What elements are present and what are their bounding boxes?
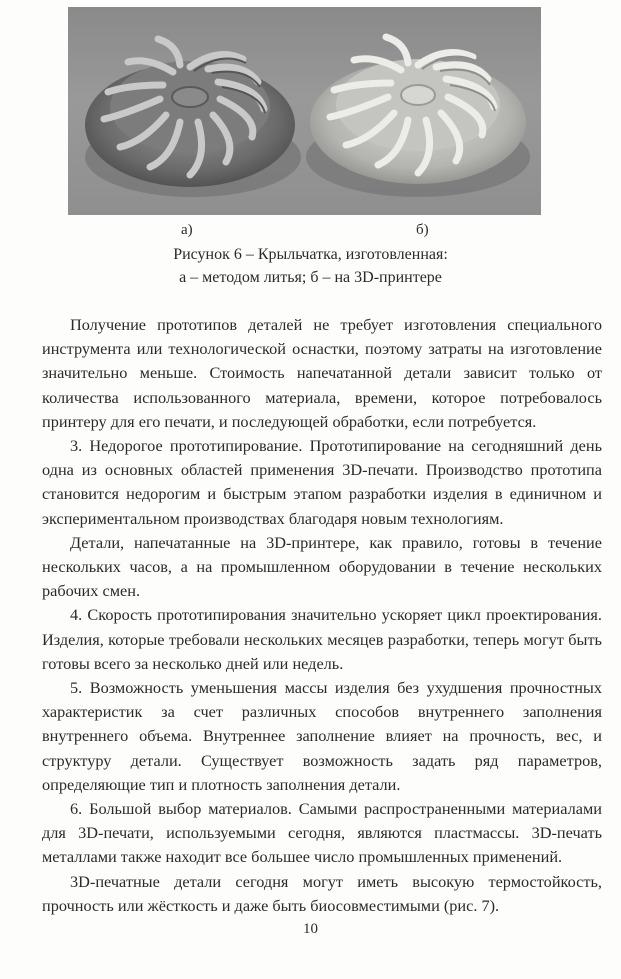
page-number: 10 xyxy=(303,921,318,937)
paragraph-3: Детали, напечатанные на 3D-принтере, как правило, готовы в течение нескольких часов, а на промышленном оборудовании в течение нескольких рабочих смен. xyxy=(42,532,602,601)
paragraph-6: 6. Большой выбор материалов. Самыми распространенными материалами для 3D-печати, используемыми сегодня, являются пластмассы. 3D-печать металлами также находит все большее число промышленных применений. xyxy=(42,799,602,867)
paragraph-7: 3D-печатные детали сегодня могут иметь высокую термостойкость, прочность или жёсткость и даже быть биосовместимыми (рис. 7). xyxy=(42,871,602,915)
caption-line-2: а – методом литья; б – на 3D-принтере xyxy=(179,269,442,286)
caption-line-1: Рисунок 6 – Крыльчатка, изготовленная: xyxy=(173,246,448,263)
label-b: б) xyxy=(416,222,429,238)
impellers-image xyxy=(68,7,541,215)
body-text xyxy=(42,313,602,918)
label-a: а) xyxy=(181,222,193,238)
paragraph-2: 3. Недорогое прототипирование. Прототипирование на сегодняшний день одна из основных областей применения 3D-печати. Производство прототипа становится недорогим и быстрым этапом разработки изделия в единичном и экспериментальном производствах благодаря новым технологиям. xyxy=(42,436,602,528)
paragraph-4: 4. Скорость прототипирования значительно ускоряет цикл проектирования. Изделия, которые требовали нескольких месяцев разработки, теперь могут быть готовы всего за несколько дней или недель. xyxy=(42,605,602,673)
figure-caption xyxy=(0,243,621,289)
cast-impeller xyxy=(85,39,295,187)
impeller-photo xyxy=(68,7,541,215)
printed-impeller xyxy=(310,37,526,184)
paragraph-1: Получение прототипов деталей не требует изготовления специального инструмента или технологической оснастки, поэтому затраты на изготовление значительно меньше. Стоимость напечатанной детали зависит только от количества использованного материала, времени, которое потребовалось принтеру для его печати, и последующей обработки, если потребуется. xyxy=(42,315,602,431)
paragraph-5: 5. Возможность уменьшения массы изделия без ухудшения прочностных характеристик за счет различных способов внутреннего заполнения внутреннего объема. Внутреннее заполнение влияет на прочность, вес, и структуру детали. Существует возможность задать ряд параметров, определяющие тип и плотность заполнения детали. xyxy=(42,678,602,794)
